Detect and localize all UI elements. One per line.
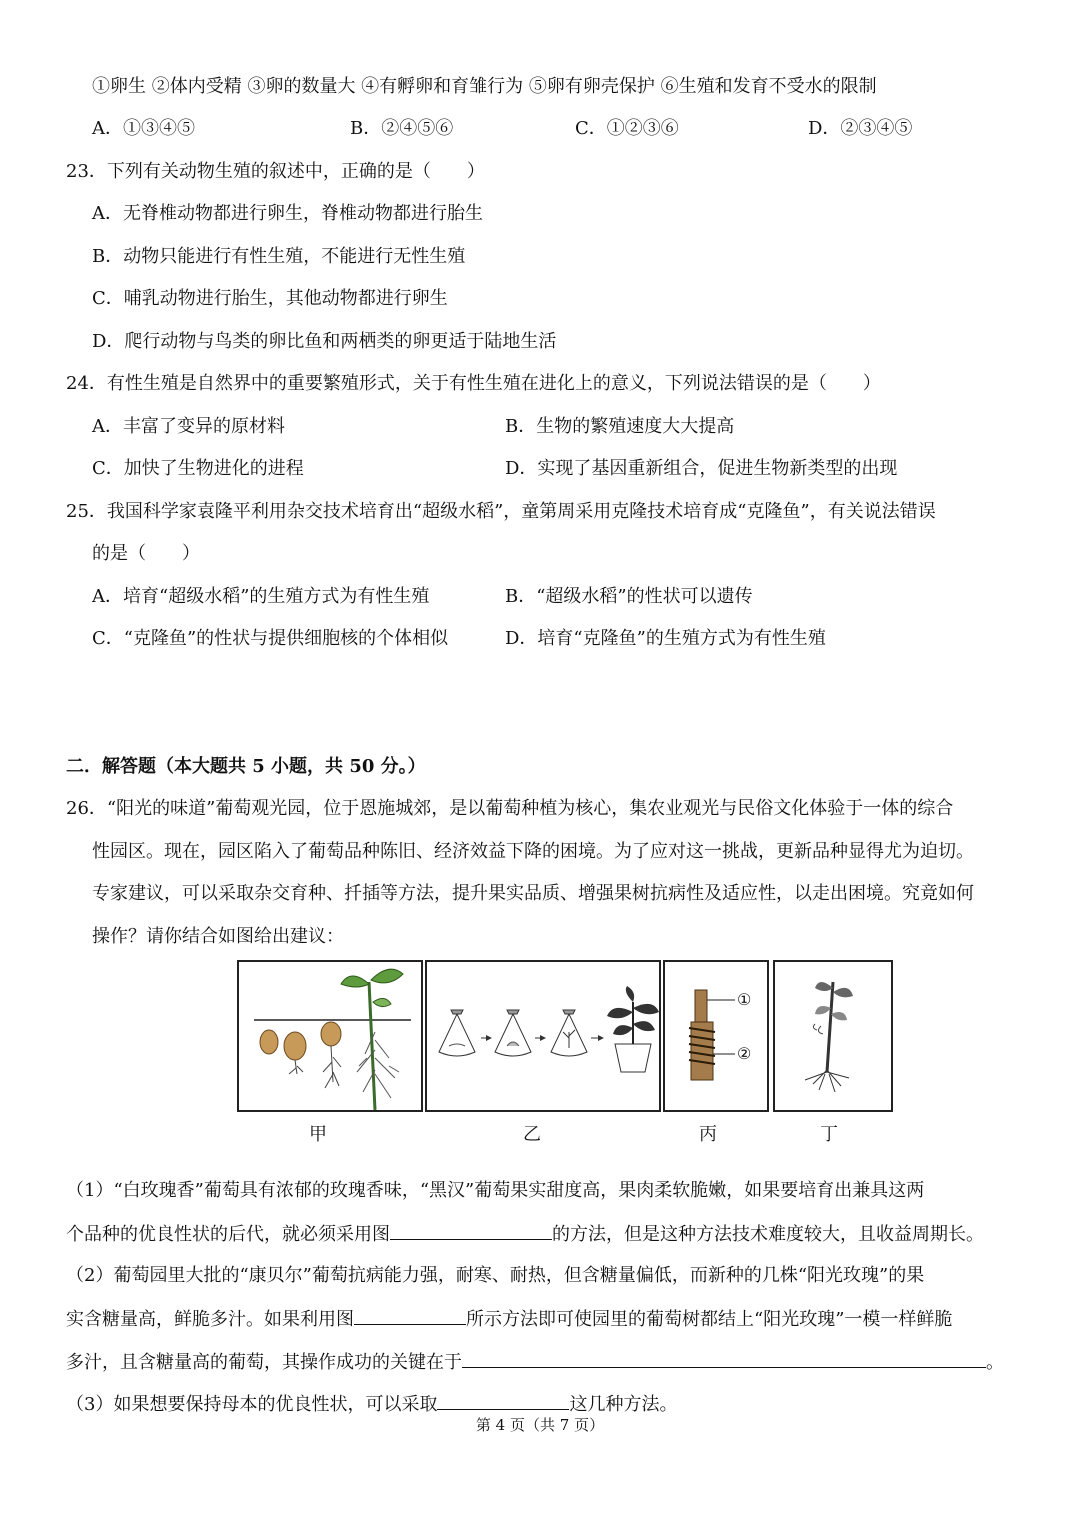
q26-sub3-text-b: 这几种方法。 xyxy=(569,1394,678,1415)
page-footer: 第 4 页（共 7 页） xyxy=(475,1416,605,1434)
q23-option-a[interactable]: A．无脊椎动物都进行卵生，脊椎动物都进行胎生 xyxy=(92,203,483,224)
answer-blank-4[interactable] xyxy=(437,1391,569,1410)
q24-option-d[interactable]: D．实现了基因重新组合，促进生物新类型的出现 xyxy=(505,458,898,479)
figure-panel-jia-seed-germination xyxy=(237,960,423,1112)
q22-option-a[interactable]: A．①③④⑤ xyxy=(92,118,195,139)
q24-stem: 24．有性生殖是自然界中的重要繁殖形式，关于有性生殖在进化上的意义，下列说法错误的是（ ） xyxy=(66,373,881,394)
q25-option-d[interactable]: D．培育“克隆鱼”的生殖方式为有性生殖 xyxy=(505,628,826,649)
marker-stock: ② xyxy=(737,1044,752,1063)
answer-blank-3[interactable] xyxy=(462,1349,986,1368)
q25-stem-line2: 的是（ ） xyxy=(92,543,200,564)
q24-option-a[interactable]: A．丰富了变异的原材料 xyxy=(92,416,285,437)
q24-option-c[interactable]: C．加快了生物进化的进程 xyxy=(92,458,304,479)
q26-sub2-text-d: 。 xyxy=(986,1352,1004,1373)
figure-panel-yi-tissue-culture xyxy=(425,960,661,1112)
q26-stem-line1: 26．“阳光的味道”葡萄观光园，位于恩施城郊，是以葡萄种植为核心，集农业观光与民俗文化体验于一体的综合 xyxy=(66,798,954,819)
q26-sub1-line2 xyxy=(66,1221,984,1247)
caption-ding: 丁 xyxy=(820,1124,838,1145)
seed-germination-illustration xyxy=(239,962,425,1114)
q26-sub2-text-b: 所示方法即可使园里的葡萄树都结上“阳光玫瑰”一模一样鲜脆 xyxy=(466,1309,953,1330)
figure-panel-bing-grafting xyxy=(663,960,769,1112)
q23-option-b[interactable]: B．动物只能进行有性生殖，不能进行无性生殖 xyxy=(92,246,466,267)
q25-stem-line1: 25．我国科学家袁隆平利用杂交技术培育出“超级水稻”，童第周采用克隆技术培育成“克隆鱼”，有关说法错误 xyxy=(66,501,936,522)
section2-title: 二．解答题（本大题共 5 小题，共 50 分。） xyxy=(66,756,426,777)
q26-sub1-text-b: 的方法，但是这种方法技术难度较大，且收益周期长。 xyxy=(552,1224,984,1245)
cutting-illustration xyxy=(775,962,895,1114)
q22-option-b[interactable]: B．②④⑤⑥ xyxy=(350,118,454,139)
q25-option-c[interactable]: C．“克隆鱼”的性状与提供细胞核的个体相似 xyxy=(92,628,449,649)
caption-yi: 乙 xyxy=(523,1124,541,1145)
q26-sub2-line1: （2）葡萄园里大批的“康贝尔”葡萄抗病能力强，耐寒、耐热，但含糖量偏低，而新种的几株“阳光玫瑰”的果 xyxy=(66,1265,925,1286)
answer-blank-2[interactable] xyxy=(354,1306,466,1325)
q26-sub1-text-a: 个品种的优良性状的后代，就必须采用图 xyxy=(66,1224,390,1245)
q26-sub2-text-c: 多汁，且含糖量高的葡萄，其操作成功的关键在于 xyxy=(66,1352,462,1373)
figure-panel-ding-cutting xyxy=(773,960,893,1112)
q23-option-d[interactable]: D．爬行动物与鸟类的卵比鱼和两栖类的卵更适于陆地生活 xyxy=(92,331,557,352)
q24-option-b[interactable]: B．生物的繁殖速度大大提高 xyxy=(505,416,735,437)
q26-sub1-line1: （1）“白玫瑰香”葡萄具有浓郁的玫瑰香味，“黑汉”葡萄果实甜度高，果肉柔软脆嫩，如果要培育出兼具这两 xyxy=(66,1180,925,1201)
q22-option-c[interactable]: C．①②③⑥ xyxy=(575,118,679,139)
q26-sub2-text-a: 实含糖量高，鲜脆多汁。如果利用图 xyxy=(66,1309,354,1330)
q22-option-d[interactable]: D．②③④⑤ xyxy=(808,118,913,139)
q26-sub3-line xyxy=(66,1391,677,1417)
caption-bing: 丙 xyxy=(699,1124,717,1145)
q23-option-c[interactable]: C．哺乳动物进行胎生，其他动物都进行卵生 xyxy=(92,288,448,309)
q23-stem: 23．下列有关动物生殖的叙述中，正确的是（ ） xyxy=(66,161,485,182)
caption-jia: 甲 xyxy=(309,1124,327,1145)
q25-option-a[interactable]: A．培育“超级水稻”的生殖方式为有性生殖 xyxy=(92,586,430,607)
q26-stem-line3: 专家建议，可以采取杂交育种、扦插等方法，提升果实品质、增强果树抗病性及适应性，以走出困境。究竟如何 xyxy=(92,883,974,904)
tissue-culture-illustration xyxy=(427,962,663,1114)
q26-stem-line4: 操作？请你结合如图给出建议： xyxy=(92,926,344,947)
q26-sub2-line3 xyxy=(66,1349,1004,1375)
q26-stem-line2: 性园区。现在，园区陷入了葡萄品种陈旧、经济效益下降的困境。为了应对这一挑战，更新品种显得尤为迫切。 xyxy=(92,841,974,862)
q25-option-b[interactable]: B．“超级水稻”的性状可以遗传 xyxy=(505,586,753,607)
marker-scion: ① xyxy=(737,990,752,1009)
q26-sub3-text-a: （3）如果想要保持母本的优良性状，可以采取 xyxy=(66,1394,438,1415)
grafting-illustration xyxy=(665,962,771,1114)
answer-blank-1[interactable] xyxy=(390,1221,552,1240)
q26-sub2-line2 xyxy=(66,1306,952,1332)
q22-items: ①卵生 ②体内受精 ③卵的数量大 ④有孵卵和育雏行为 ⑤卵有卵壳保护 ⑥生殖和发育不受水的限制 xyxy=(92,76,877,97)
